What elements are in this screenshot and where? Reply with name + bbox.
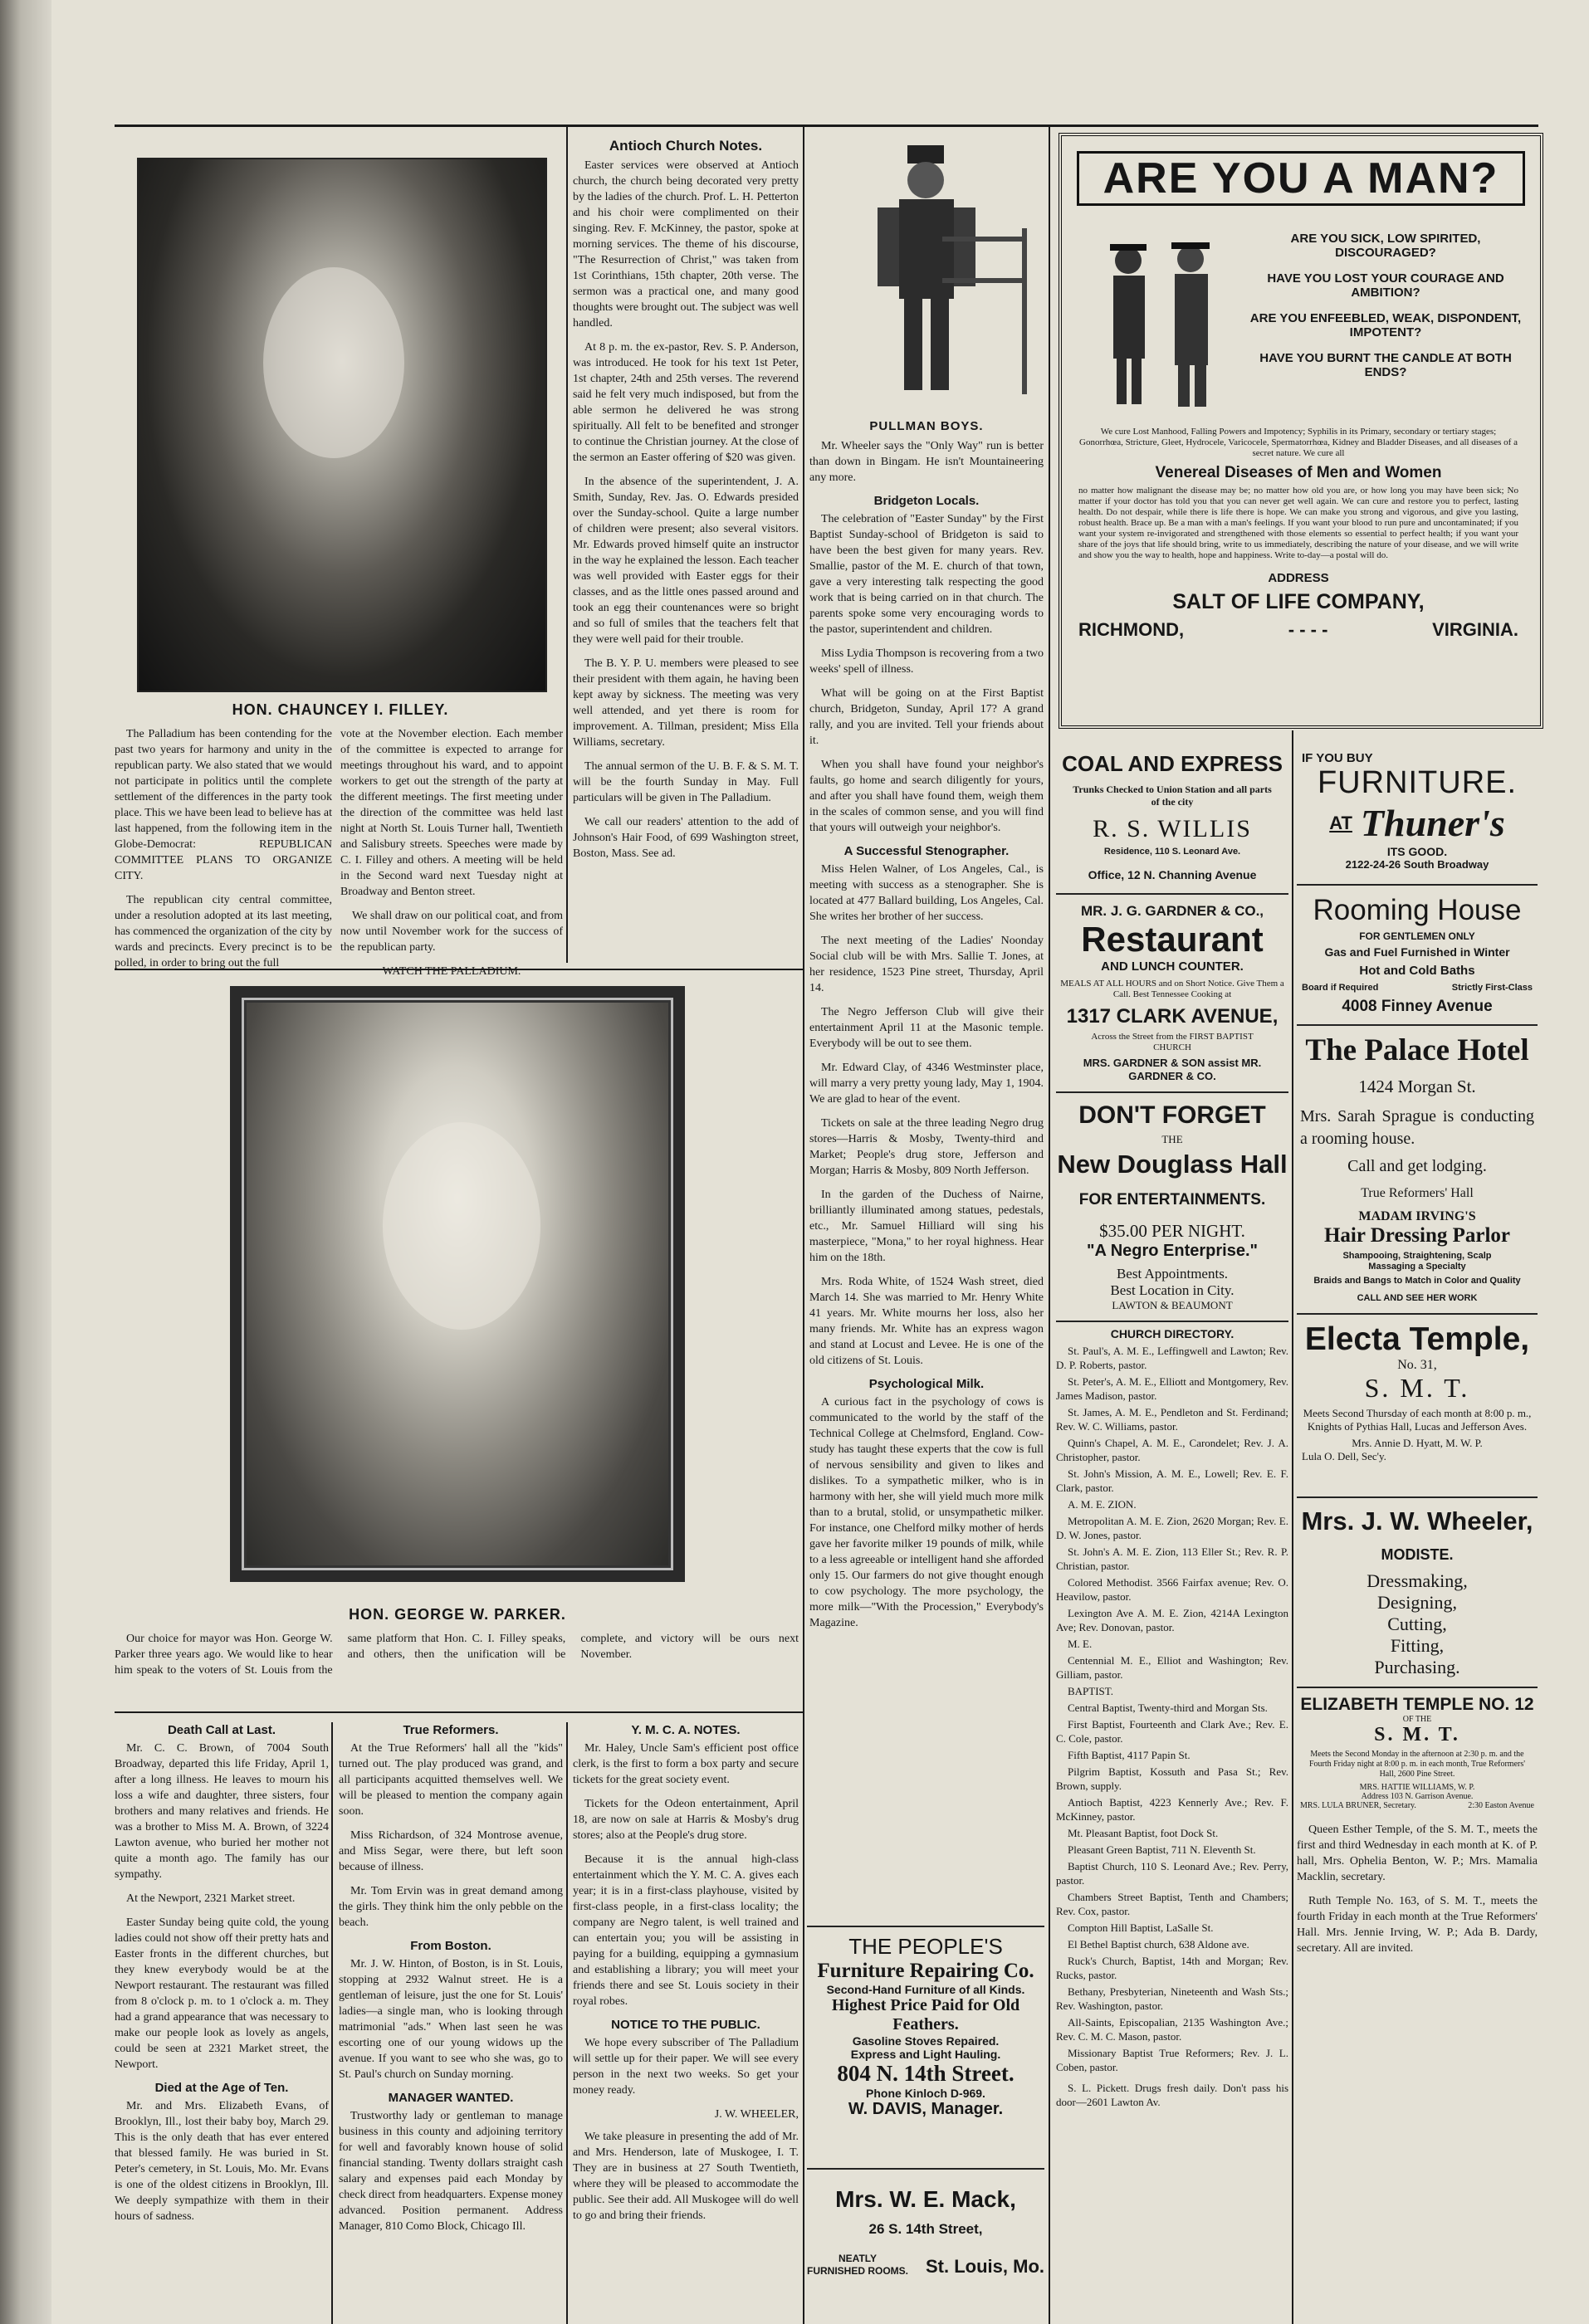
elizabeth-footer — [1297, 1801, 1538, 1810]
column-2-bottom — [339, 1718, 563, 2324]
furniture-line3: AT — [1329, 812, 1352, 833]
man-q1: ARE YOU SICK, LOW SPIRITED, DISCOURAGED? — [1290, 232, 1481, 260]
restaurant-line2: Restaurant — [1081, 920, 1264, 959]
restaurant-line4: MEALS AT ALL HOURS and on Short Notice. Give Them a Call. Best Tennessee Cooking at — [1060, 979, 1284, 999]
antioch-paragraph-6: We call our readers' attention to the add of Johnson's Hair Food, of 699 Washington street, Boston, Mass. See ad. — [573, 816, 799, 860]
man-dashes: - - - - — [1288, 619, 1328, 640]
ymca-paragraph-2: Tickets for the Odeon entertainment, April 18, are now on sale at Harris & Mosby's drug stores; also at the People's drug store. — [573, 1798, 799, 1842]
directory-divider — [1056, 1321, 1288, 1322]
church-directory-entry: Baptist Church, 110 S. Leonard Ave.; Rev. Perry, pastor. — [1056, 1860, 1288, 1887]
men-illustration-icon — [1078, 227, 1228, 410]
church-directory-entry: Missionary Baptist True Reformers; Rev. J. L. Coben, pastor. — [1056, 2047, 1288, 2073]
are-you-a-man-ad — [1059, 133, 1543, 729]
reformers-paragraph-2: Miss Richardson, of 324 Montrose avenue, and Miss Segar, were there, but left soon because of illness. — [339, 1829, 563, 1873]
ymca-paragraph-3: Because it is the annual high-class entertainment which the Y. M. C. A. gives each year; it is in a first-class playhouse, visited by first-class people, in a first-class locality; the company are Negro talent, is well trained and can entertain you; you will be assisting in paying for a building, equipping a gymnasium and establishing a library; you will meet your friends there and see St. Louis society in their royal robes. — [573, 1853, 799, 2008]
filley-portrait — [137, 158, 547, 692]
electa-line3: S. M. T. — [1364, 1373, 1470, 1403]
rooming-divider — [1297, 884, 1538, 886]
church-directory-entry: Fifth Baptist, 4117 Papin St. — [1068, 1749, 1191, 1761]
death-paragraph-1: Mr. C. C. Brown, of 7004 South Broadway, departed this life Friday, April 1, after a long illness. He leaves to mourn his loss a wife and daughter, three sisters, four brothers and many relatives and friends. He was a brother to Miss M. A. Brown, of 3224 Lawton avenue, who buried her mother not quite a month ago. The family has our sympathy. — [115, 1742, 329, 1881]
ymca-paragraph-1: Mr. Haley, Uncle Sam's efficient post office clerk, is the first to form a box party and secure tickets for the great society event. — [573, 1742, 799, 1786]
man-address-label: ADDRESS — [1268, 571, 1329, 585]
elizabeth-line7: MRS. LULA BRUNER, Secretary. — [1300, 1801, 1416, 1810]
church-directory-entry: Ruck's Church, Baptist, 14th and Morgan; Rev. Rucks, pastor. — [1056, 1955, 1288, 1981]
wheeler-item-1: Dressmaking, — [1367, 1570, 1468, 1591]
church-directory-entry: First Baptist, Fourteenth and Clark Ave.; Rev. E. C. Cole, pastor. — [1056, 1718, 1288, 1745]
parker-text: Our choice for mayor was Hon. George W. Parker three years ago. We would like to hear him speak to the voters of St. Louis from the same platform that Hon. C. I. Filley speaks, and others, then the unification will be complete, and victory will be ours next November. — [115, 1633, 799, 1677]
furniture-line1: IF YOU BUY — [1302, 751, 1373, 765]
filley-paragraph-1: The Palladium has been contending for the past two years for harmony and unity in the republican party. We also stated that we would not participate in politics until the complete settlement of the differences in the party took place. This we have been lead to believe has at last happened, from the following item in the Globe-Democrat: REPUBLICAN COMMITTEE PLANS TO ORGANIZE CITY. — [115, 728, 332, 882]
church-directory-entry: St. Paul's, A. M. E., Leffingwell and Lawton; Rev. D. P. Roberts, pastor. — [1056, 1345, 1288, 1371]
notice-signature: J. W. WHEELER, — [714, 2108, 799, 2121]
electa-line2: No. 31, — [1397, 1358, 1437, 1372]
wheeler-item-4: Fitting, — [1390, 1635, 1445, 1656]
pullman-caption: PULLMAN BOYS. — [869, 419, 984, 433]
died-heading: Died at the Age of Ten. — [154, 2081, 289, 2095]
coal-office: Office, 12 N. Channing Avenue — [1088, 868, 1257, 881]
church-directory-entry: BAPTIST. — [1068, 1685, 1114, 1697]
elizabeth-line2: OF THE — [1402, 1715, 1432, 1724]
palace-line4: Call and get lodging. — [1347, 1157, 1487, 1175]
douglass-line4: FOR ENTERTAINMENTS. — [1078, 1191, 1266, 1208]
irving-line3: Shampooing, Straightening, Scalp Massaging a Specialty — [1342, 1251, 1492, 1272]
steno-paragraph-4: Mr. Edward Clay, of 4346 Westminster place, will marry a very pretty young lady, May 1, 1904. We are glad to hear of the event. — [809, 1062, 1044, 1106]
mack-line1: Mrs. W. E. Mack, — [835, 2186, 1016, 2212]
steno-paragraph-1: Miss Helen Walner, of Los Angeles, Cal., is meeting with success as a stenographer. She is located at 477 Ballard building, Los Angeles, Cal. She writes her brother of her success. — [809, 863, 1044, 923]
douglass-line8: Best Location in City. — [1110, 1282, 1235, 1298]
column-rule-5-6 — [1292, 730, 1293, 2324]
filley-caption: HON. CHAUNCEY I. FILLEY. — [232, 701, 449, 718]
bridgeton-paragraph-4: When you shall have found your neighbor's faults, go home and search diligently for yours, and after you shall have found them, weigh them in the scales of common sense, and you will find that yours will outweigh your neighbor's. — [809, 759, 1044, 834]
electa-line1: Electa Temple, — [1304, 1321, 1530, 1357]
douglass-line1: DON'T FORGET — [1078, 1101, 1266, 1129]
church-directory-entry: Central Baptist, Twenty-third and Morgan Sts. — [1068, 1702, 1268, 1714]
douglass-line2: THE — [1161, 1133, 1183, 1145]
antioch-heading: Antioch Church Notes. — [609, 138, 763, 154]
antioch-paragraph-2: At 8 p. m. the ex-pastor, Rev. S. P. Anderson, was introduced. He took for his text 1st Peter, 1st chapter, 24th and 25th verses. The reverend said he felt very much indisposed, but from the able sermon he delivered he was strong spiritually. All felt to be benefited and stronger to continue the Christian journey. At the close of the sermon an Easter offering of $20 was given. — [573, 341, 799, 464]
column-rule-lower-1-2 — [331, 1722, 333, 2324]
elizabeth-line6: Address 103 N. Garrison Avenue. — [1361, 1792, 1474, 1801]
mack-footer — [807, 2253, 1044, 2278]
peoples-line8: Phone Kinloch D-969. — [866, 2087, 985, 2100]
mack-line5: St. Louis, Mo. — [926, 2256, 1044, 2277]
irving-line0: True Reformers' Hall — [1361, 1186, 1474, 1200]
palace-line2: 1424 Morgan St. — [1358, 1077, 1476, 1096]
mack-line2: 26 S. 14th Street, — [868, 2221, 983, 2237]
peoples-line4: Highest Price Paid for Old Feathers. — [831, 1996, 1020, 2034]
church-directory-entry: Antioch Baptist, 4223 Kennerly Ave.; Rev. F. McKinney, pastor. — [1056, 1796, 1288, 1823]
antioch-paragraph-5: The annual sermon of the U. B. F. & S. M. T. will be the fourth Sunday in May. Full particulars will be given in The Palladium. — [573, 760, 799, 804]
coal-name: R. S. WILLIS — [1093, 815, 1252, 842]
peoples-line7: 804 N. 14th Street. — [837, 2061, 1015, 2086]
manager-paragraph: Trustworthy lady or gentleman to manage business in this county and adjoining territory for well and favorably known house of solid financial standing. Twenty dollars straight cash salary and expenses paid each Monday by check direct from headquarters. Expense money advanced. Position permanent. Address Manager, 810 Como Block, Chicago Ill. — [339, 2110, 563, 2233]
porter-figure-icon — [818, 137, 1034, 411]
mack-line4: FURNISHED ROOMS. — [807, 2265, 909, 2277]
church-directory-entry: Mt. Pleasant Baptist, foot Dock St. — [1068, 1827, 1219, 1839]
rooming-line5b: Strictly First-Class — [1451, 983, 1533, 993]
church-directory-entry: All-Saints, Episcopalian, 2135 Washington Ave.; Rev. C. M. C. Mason, pastor. — [1056, 2016, 1288, 2043]
church-directory-entry: El Bethel Baptist church, 638 Aldone ave. — [1068, 1938, 1249, 1950]
pullman-illustration — [818, 137, 1034, 411]
elizabeth-line3: S. M. T. — [1374, 1724, 1460, 1745]
man-venereal: Venereal Diseases of Men and Women — [1155, 464, 1442, 481]
peoples-line1: THE PEOPLE'S — [848, 1934, 1003, 1959]
man-state: VIRGINIA. — [1432, 619, 1518, 640]
electa-line6: Lula O. Dell, Sec'y. — [1302, 1450, 1386, 1462]
rooming-board-row — [1297, 983, 1538, 993]
coal-sub: Trunks Checked to Union Station and all parts of the city — [1073, 784, 1272, 808]
peoples-line5: Gasoline Stoves Repaired. — [852, 2034, 1000, 2048]
furniture-line5: ITS GOOD. — [1386, 845, 1448, 858]
page-binding-edge — [0, 0, 51, 2324]
furniture-line6: 2122-24-26 South Broadway — [1345, 858, 1489, 871]
elizabeth-divider — [1297, 1687, 1538, 1688]
palace-line1: The Palace Hotel — [1305, 1033, 1529, 1067]
steno-paragraph-6: In the garden of the Duchess of Nairne, brilliantly illuminated among statues, pedestals, etc., Mr. Samuel Hilliard will sing his masterpiece, "Mona," to her royal highness. Hear him on the 18th. — [809, 1189, 1044, 1264]
peoples-line2: Furniture Repairing Co. — [817, 1960, 1034, 1982]
electa-line4: Meets Second Thursday of each month at 8:00 p. m., Knights of Pythias Hall, Lucas and Jefferson Aves. — [1303, 1407, 1532, 1433]
esther-paragraph: Queen Esther Temple, of the S. M. T., meets the first and third Wednesday in each month at K. of P. hall, Mrs. Ophelia Benton, W. P.; Mrs. Mamalia Macklin, secretary. — [1297, 1824, 1538, 1883]
column-4 — [809, 419, 1044, 1913]
column-rule-3-4 — [803, 124, 804, 2324]
irving-line1: MADAM IRVING'S — [1358, 1209, 1476, 1223]
rooming-line6: 4008 Finney Avenue — [1342, 998, 1493, 1015]
column-1-top — [115, 726, 332, 967]
douglass-line5: $35.00 PER NIGHT. — [1099, 1221, 1245, 1241]
rooming-line2: FOR GENTLEMEN ONLY — [1359, 930, 1475, 942]
douglass-line7: Best Appointments. — [1116, 1266, 1229, 1282]
church-directory-entry: Compton Hill Baptist, LaSalle St. — [1068, 1921, 1214, 1934]
church-directory-entry: St. James, A. M. E., Pendleton and St. Ferdinand; Rev. W. C. Williams, pastor. — [1056, 1406, 1288, 1433]
irving-line4: Braids and Bangs to Match in Color and Quality — [1313, 1276, 1521, 1286]
wheeler-line2: MODISTE. — [1381, 1546, 1454, 1563]
restaurant-divider — [1056, 893, 1288, 895]
douglass-line3: New Douglass Hall — [1057, 1150, 1288, 1179]
mack-rooms — [807, 2253, 908, 2278]
filley-continuation-2: We shall draw on our political coat, and from now until November work for the success of the republican party. — [340, 910, 563, 954]
reformers-heading: True Reformers. — [403, 1723, 499, 1737]
manager-heading: MANAGER WANTED. — [388, 2091, 514, 2105]
man-city: RICHMOND, — [1078, 619, 1185, 640]
filley-paragraph-2: The republican city central committee, under a resolution adopted at its last meeting, has commenced the organization of the city by wards and precincts. Every precinct is to be polled, in order to bring out the full — [115, 894, 332, 969]
boston-heading: From Boston. — [410, 1939, 491, 1953]
peoples-line9: W. DAVIS, Manager. — [848, 2100, 1004, 2118]
death-heading: Death Call at Last. — [167, 1723, 276, 1737]
church-directory-entry: St. John's A. M. E. Zion, 113 Eller St.; Rev. R. P. Christian, pastor. — [1056, 1545, 1288, 1572]
column-1-bottom — [115, 1718, 329, 2324]
palace-line3: Mrs. Sarah Sprague is conducting a rooming house. — [1300, 1107, 1534, 1148]
wheeler-item-5: Purchasing. — [1374, 1657, 1460, 1677]
antioch-paragraph-3: In the absence of the superintendent, J. A. Smith, Sunday, Rev. Jas. O. Edwards presided over the Sunday-school. Quite a large number of children were present; also several visitors. Mr. Edwards proved himself quite an instructor in the way he explained the lesson. Each teacher was well provided with Easter eggs for their classes, and as the little ones passed around and took an egg their countenances were so bright and so full of smiles that the teachers felt that they were well paid for their trouble. — [573, 476, 799, 646]
rooming-line1: Rooming House — [1313, 894, 1522, 926]
wheeler-line1: Mrs. J. W. Wheeler, — [1301, 1506, 1533, 1536]
reformers-paragraph-1: At the True Reformers' hall all the "kids" turned out. The play produced was grand, and all participants acquitted themselves well. We will be pleased to mention the company again soon. — [339, 1742, 563, 1818]
elizabeth-line5: MRS. HATTIE WILLIAMS, W. P. — [1359, 1783, 1475, 1792]
directory-heading: CHURCH DIRECTORY. — [1110, 1327, 1235, 1340]
man-ad-questions — [1244, 232, 1527, 379]
antioch-paragraph-1: Easter services were observed at Antioch church, the church being decorated very pretty by the ladies of the church. Prof. L. H. Petterton and his choir were complimented on their singing. Rev. F. McKinney, the pastor, spoke at morning services. The theme of his discourse, "The Resurrection of Christ," was taken from 1st Corinthians, 15th chapter, 20th verse. The sermon was a practical one, and many good thoughts were brought out. The subject was well handled. — [573, 159, 799, 330]
restaurant-line3: AND LUNCH COUNTER. — [1101, 959, 1244, 974]
furniture-line2: FURNITURE. — [1317, 765, 1518, 800]
steno-paragraph-3: The Negro Jefferson Club will give their entertainment April 11 at the Masonic temple. Everybody will be out to see them. — [809, 1006, 1044, 1050]
man-q3: ARE YOU ENFEEBLED, WEAK, DISPONDENT, IMPOTENT? — [1249, 311, 1522, 339]
man-city-line — [1078, 619, 1518, 641]
rooming-line3: Gas and Fuel Furnished in Winter — [1324, 945, 1510, 959]
douglass-line6: "A Negro Enterprise." — [1086, 1242, 1259, 1260]
bridgeton-paragraph-1: The celebration of "Easter Sunday" by the First Baptist Sunday-school of Bridgeton is said to have been the best given for many years. Rev. Smallie, pastor of the M. E. church of that town, gave a very interesting talk respecting the good work that is being carried on in that church. The parents spoke some very encouraging words to the pastor, superintendent and children. — [809, 513, 1044, 636]
douglass-line9: LAWTON & BEAUMONT — [1112, 1299, 1233, 1311]
church-directory-entry: Pleasant Green Baptist, 711 N. Eleventh St. — [1068, 1843, 1256, 1856]
parker-caption: HON. GEORGE W. PARKER. — [349, 1606, 566, 1623]
column-3-top — [573, 133, 799, 967]
henderson-paragraph: We take pleasure in presenting the add of Mr. and Mrs. Henderson, late of Muskogee, I. T. They are in business at 27 South Twentieth, where they will be pleased to accommodate the public. See their add. All Muskogee will do well to go and bring their friends. — [573, 2131, 799, 2222]
palace-divider — [1297, 1024, 1538, 1026]
church-directory-entry: Metropolitan A. M. E. Zion, 2620 Morgan; Rev. E. D. W. Jones, pastor. — [1056, 1515, 1288, 1541]
newport-line: At the Newport, 2321 Market street. — [126, 1892, 296, 1905]
coal-title: COAL AND EXPRESS — [1062, 751, 1283, 776]
watch-palladium: WATCH THE PALLADIUM. — [382, 965, 521, 978]
douglass-divider — [1056, 1091, 1288, 1093]
notice-heading: NOTICE TO THE PUBLIC. — [611, 2018, 760, 2032]
man-body-text: no matter how malignant the disease may be; no matter how old you are, or how long you may have been sick; No matter if your doctor has told you that you can never get well again. We can cure and restore you to perfect, lasting health. Do not despair, while there is life there is hope. We can make you strong and vigorous, and give you lasting, robust health. Brace up. Be a man with a man's feelings. If you want your blood to run pure and uncontaminated; if you want your system re-invigorated and strengthened with those elements so essential to perfect health; if you want your share of the joys that life should bring, write to us immediately, describing the nature of your disease, and we will write and show you the way to health, hope and happiness. Write to-day—a postal will do. — [1078, 486, 1518, 560]
church-directory-entry: Centennial M. E., Elliot and Washington; Rev. Gilliam, pastor. — [1056, 1654, 1288, 1681]
milk-heading: Psychological Milk. — [868, 1377, 985, 1391]
column-5 — [1056, 751, 1288, 2324]
column-rule-2-3 — [566, 124, 568, 963]
column-rule-4-5 — [1049, 124, 1050, 2324]
ruth-paragraph: Ruth Temple No. 163, of S. M. T., meets the fourth Friday in each month at the True Reformers' Hall. Mrs. Jennie Irving, W. P.; Ada B. Dardy, secretary. All are invited. — [1297, 1895, 1538, 1955]
peoples-furniture-ad — [807, 1926, 1044, 2170]
furniture-line4: Thuner's — [1360, 802, 1505, 844]
pullman-text: Mr. Wheeler says the "Only Way" run is better than down in Bingam. He isn't Mountaineering any more. — [809, 440, 1044, 484]
church-directory-entry: Colored Methodist. 3566 Fairfax avenue; Rev. O. Heavilow, pastor. — [1056, 1576, 1288, 1603]
antioch-paragraph-4: The B. Y. P. U. members were pleased to see their president with them again, he having been kept away by sickness. The meeting was very well attended, and yet there is room for improvement. A. Tillman, president; Miss Ella Williams, secretary. — [573, 657, 799, 749]
man-q4: HAVE YOU BURNT THE CANDLE AT BOTH ENDS? — [1259, 351, 1512, 379]
irving-line5: CALL AND SEE HER WORK — [1357, 1293, 1478, 1303]
top-rule — [115, 124, 1538, 127]
furniture-brand-row — [1297, 801, 1538, 845]
church-directory-list — [1056, 1344, 1288, 2109]
pickett-drugs: S. L. Pickett. Drugs fresh daily. Don't pass his door—2601 Lawton Av. — [1056, 2082, 1288, 2108]
portrait-face — [263, 267, 404, 458]
elizabeth-line1: ELIZABETH TEMPLE NO. 12 — [1300, 1695, 1534, 1714]
newport-paragraph: Easter Sunday being quite cold, the young ladies could not show off their pretty hats and Easter fronts in the different churches, but they knew everybody would be at the Newport restaurant. The restaurant was filled from 8 o'clock p. m. to 1 o'clock a. m. They had a grand appearance that was necessary to make our people look as lovely as angels, could be seen at 2321 Market street, the Newport. — [115, 1916, 329, 2071]
milk-paragraph: A curious fact in the psychology of cows is communicated to the world by the staff of the Technical College at Chelmsford, England. Cow-study has taught these experts that the cow is full of nervous sensibility and given to likes and dislikes. To a sympathetic milker, who is in harmony with her, she will yield much more milk than to a brutal, stolid, or unsympathetic milker. For instance, one Chelford milky mother of herds gave her favorite milker 19 pounds of milk, while to a less agreeable or intelligent hand she afforded only 15. Our farmers do not give thought enough to cow psychology. The more psychology, the more milk—"With the Procession," Everybody's Magazine. — [809, 1396, 1044, 1629]
filley-continuation: vote at the November election. Each member of the committee is expected to arrange for meetings throughout his ward, and to appoint workers to get out the strength of the party at the different meetings. The first meeting under the direction of the committee was held last night at North St. Louis Turner hall, Twentieth and Salisbury streets. Speeches were made by C. I. Filley and others. A meeting will be held in the Second ward next Tuesday night at Broadway and Benton street. — [340, 728, 563, 898]
steno-paragraph-7: Mrs. Roda White, of 1524 Wash street, died March 14. She was married to Mr. Henry White 41 years. Mr. White mourns her loss, also her many friends. Mr. White has an express wagon and stand at Locust and Levee. He is one of the old citizens of St. Louis. — [809, 1276, 1044, 1367]
wheeler-item-3: Cutting, — [1387, 1614, 1447, 1634]
column-2-top — [340, 726, 563, 978]
church-directory-entry: St. Peter's, A. M. E., Elliott and Montgomery, Rev. James Madison, pastor. — [1056, 1375, 1288, 1402]
bridgeton-heading: Bridgeton Locals. — [873, 494, 980, 508]
man-company: SALT OF LIFE COMPANY, — [1172, 590, 1425, 613]
elizabeth-line4: Meets the Second Monday in the afternoon at 2:30 p. m. and the Fourth Friday night at 8:00 p. m. in each month, True Reformers' Hall, 2600 Pine Street. — [1308, 1750, 1526, 1779]
elizabeth-line8: 2:30 Easton Avenue — [1468, 1801, 1534, 1810]
peoples-line3: Second-Hand Furniture of all Kinds. — [826, 1983, 1025, 1996]
coal-res: Residence, 110 S. Leonard Ave. — [1103, 847, 1241, 857]
irving-line2: Hair Dressing Parlor — [1323, 1224, 1511, 1247]
wheeler-item-2: Designing, — [1377, 1592, 1457, 1613]
parker-portrait — [230, 986, 685, 1582]
bridgeton-paragraph-2: Miss Lydia Thompson is recovering from a two weeks' spell of illness. — [809, 647, 1044, 676]
man-q2: HAVE YOU LOST YOUR COURAGE AND AMBITION? — [1267, 271, 1504, 300]
rooming-line4: Hot and Cold Baths — [1359, 964, 1475, 978]
restaurant-line6: Across the Street from the FIRST BAPTIST CHURCH — [1091, 1032, 1254, 1052]
notice-paragraph: We hope every subscriber of The Palladium will settle up for their paper. We will see every person in the next two weeks. So get your money ready. — [573, 2037, 799, 2097]
rooming-line5a: Board if Required — [1302, 983, 1379, 993]
church-directory-entry: A. M. E. ZION. — [1068, 1498, 1137, 1511]
man-cure-text: We cure Lost Manhood, Falling Powers and Impotency; Syphilis in its Primary, secondary or tertiary stages; Gonorrhœa, Stricture, Gleet, Hydrocele, Varicocele, Spermatorrhœa, Kidney and Bladder Diseases, and all diseases of a secret nature. We cure all — [1079, 427, 1518, 458]
steno-paragraph-2: The next meeting of the Ladies' Noonday Social club will be with Mrs. Sallie T. Jones, at her residence, 1523 Pine street, Thursday, April 14. — [809, 935, 1044, 994]
electa-divider — [1297, 1313, 1538, 1315]
bridgeton-paragraph-3: What will be going on at the First Baptist church, Bridgeton, Sunday, April 17? A grand rally, and you are invited. Tell your friends about it. — [809, 687, 1044, 747]
church-directory-entry: M. E. — [1068, 1638, 1093, 1650]
church-directory-entry: Lexington Ave A. M. E. Zion, 4214A Lexington Ave; Rev. Donovan, pastor. — [1056, 1607, 1288, 1633]
wheeler-divider — [1297, 1496, 1538, 1498]
church-directory-entry: Bethany, Presbyterian, Nineteenth and Wash Sts.; Rev. Washington, pastor. — [1056, 1985, 1288, 2012]
portrait-face — [383, 1122, 540, 1330]
column-rule-lower-2-3 — [566, 1722, 568, 2324]
lower-rule — [115, 1711, 803, 1713]
church-directory-entry: St. John's Mission, A. M. E., Lowell; Rev. E. F. Clark, pastor. — [1056, 1467, 1288, 1494]
died-paragraph: Mr. and Mrs. Elizabeth Evans, of Brooklyn, Ill., lost their baby boy, March 29. This is the only death that has ever entered that blessed family. He was buried in St. Peter's cemetery, in St. Louis, Mo. Mr. Evans is one of the oldest citizens in Brooklyn, Ill. We deeply sympathize with them in their hours of sadness. — [115, 2100, 329, 2223]
ymca-heading: Y. M. C. A. NOTES. — [631, 1723, 741, 1737]
steno-paragraph-5: Tickets on sale at the three leading Negro drug stores—Harris & Mosby, Twenty-third and Market; People's drug store, Jefferson and Morgan; Harris & Mosby, 809 North Jefferson. — [809, 1117, 1044, 1177]
column-3-bottom — [573, 1718, 799, 2324]
man-ad-body — [1078, 427, 1518, 641]
mack-line3: NEATLY — [839, 2253, 878, 2264]
peoples-line6: Express and Light Hauling. — [850, 2048, 1001, 2061]
man-ad-title: ARE YOU A MAN? — [1077, 151, 1525, 206]
restaurant-line5: 1317 CLARK AVENUE, — [1066, 1005, 1279, 1028]
restaurant-line7: MRS. GARDNER & SON assist MR. GARDNER & CO. — [1083, 1057, 1262, 1082]
boston-paragraph: Mr. J. W. Hinton, of Boston, is in St. Louis, stopping at 2932 Walnut street. He is a gentleman of leisure, just the one for St. Louis' ladies—a single man, who is looking through matrimonial "ads." When last seen he was escorting one of our young widows up the avenue. If you want to see who she was, go to St. Paul's church on Sunday morning. — [339, 1958, 563, 2081]
restaurant-line1: MR. J. G. GARDNER & CO., — [1080, 903, 1264, 919]
church-directory-entry: Chambers Street Baptist, Tenth and Chambers; Rev. Cox, pastor. — [1056, 1891, 1288, 1917]
steno-heading: A Successful Stenographer. — [843, 844, 1010, 858]
column-6 — [1297, 751, 1538, 2324]
church-directory-entry: Quinn's Chapel, A. M. E., Carondelet; Rev. J. A. Christopher, pastor. — [1056, 1437, 1288, 1463]
mack-ad — [807, 2175, 1044, 2316]
reformers-paragraph-3: Mr. Tom Ervin was in great demand among the girls. They think him the only pebble on the beach. — [339, 1885, 563, 1929]
church-directory-entry: Pilgrim Baptist, Kossuth and Pasa St.; Rev. Brown, supply. — [1056, 1765, 1288, 1792]
electa-line5: Mrs. Annie D. Hyatt, M. W. P. — [1352, 1437, 1483, 1449]
